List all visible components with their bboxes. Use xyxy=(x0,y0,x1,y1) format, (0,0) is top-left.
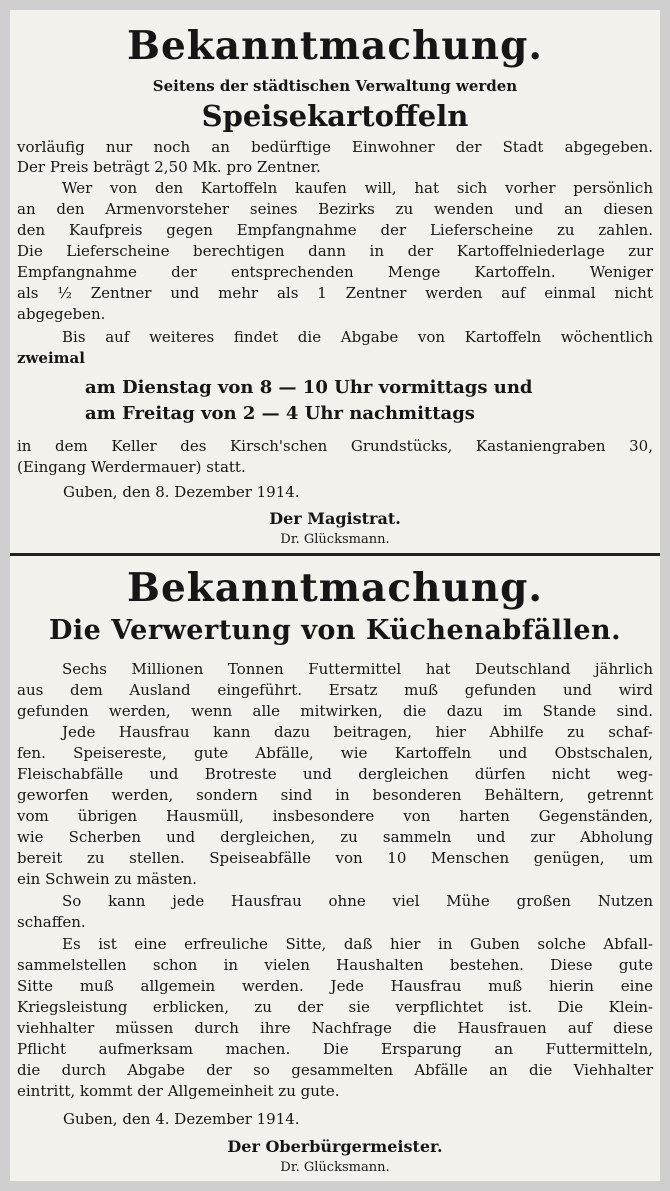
body-line: zweimal xyxy=(17,349,85,367)
body-line: bereit zu stellen. Speiseabfälle von 10 Menschen genügen, um xyxy=(17,849,653,867)
body-line: wie Scherben und dergleichen, zu sammeln und zur Abholung xyxy=(17,828,653,846)
body-line: den Kaufpreis gegen Empfangnahme der Lieferscheine zu zahlen. xyxy=(17,221,653,239)
body-line: Empfangnahme der entsprechenden Menge Kartoffeln. Weniger xyxy=(17,263,653,281)
notice-signer: Der Oberbürgermeister. xyxy=(227,1137,443,1156)
schedule-line: am Freitag von 2 — 4 Uhr nachmittags xyxy=(85,403,475,424)
divider-rule xyxy=(10,553,660,556)
notice-subject: Speisekartoffeln xyxy=(201,99,469,133)
body-line: (Eingang Werdermauer) statt. xyxy=(17,458,246,476)
body-line: Sitte muß allgemein werden. Jede Hausfrau muß hierin eine xyxy=(17,977,653,995)
notice-date: Guben, den 4. Dezember 1914. xyxy=(63,1110,300,1128)
notice-signer-name: Dr. Glücksmann. xyxy=(280,1160,390,1175)
notice-intro: Seitens der städtischen Verwaltung werden xyxy=(152,77,518,95)
body-line: vorläufig nur noch an bedürftige Einwohner der Stadt abgegeben. xyxy=(17,138,653,156)
body-line: Jede Hausfrau kann dazu beitragen, hier Abhilfe zu schaf- xyxy=(62,723,653,741)
body-line: geworfen werden, sondern sind in besonderen Behältern, getrennt xyxy=(17,786,653,804)
body-line: an den Armenvorsteher seines Bezirks zu wenden und an diesen xyxy=(17,200,653,218)
body-line: Der Preis beträgt 2,50 Mk. pro Zentner. xyxy=(17,158,321,176)
body-line: aus dem Ausland eingeführt. Ersatz muß gefunden und wird xyxy=(17,681,653,699)
notice-date: Guben, den 8. Dezember 1914. xyxy=(63,483,300,501)
body-line: Pflicht aufmerksam machen. Die Ersparung an Futtermitteln, xyxy=(17,1040,653,1058)
schedule-line: am Dienstag von 8 — 10 Uhr vormittags und xyxy=(85,377,533,398)
body-line: viehhalter müssen durch ihre Nachfrage die Hausfrauen auf diese xyxy=(17,1019,653,1037)
newspaper-clipping xyxy=(10,10,660,1181)
body-line: Es ist eine erfreuliche Sitte, daß hier in Guben solche Abfall- xyxy=(62,935,653,953)
body-line: als ½ Zentner und mehr als 1 Zentner werden auf einmal nicht xyxy=(17,284,653,302)
body-line: fen. Speisereste, gute Abfälle, wie Kartoffeln und Obstschalen, xyxy=(17,744,653,762)
body-line: Sechs Millionen Tonnen Futtermittel hat Deutschland jährlich xyxy=(62,660,653,678)
body-line: Bis auf weiteres findet die Abgabe von Kartoffeln wöchentlich xyxy=(62,328,653,346)
body-line: Die Lieferscheine berechtigen dann in der Kartoffelniederlage zur xyxy=(17,242,653,260)
body-line: abgegeben. xyxy=(17,305,106,323)
body-line: ein Schwein zu mästen. xyxy=(17,870,197,888)
body-line: sammelstellen schon in vielen Haushalten bestehen. Diese gute xyxy=(17,956,653,974)
notice-subtitle: Die Verwertung von Küchenabfällen. xyxy=(48,615,622,646)
body-line: gefunden werden, wenn alle mitwirken, die dazu im Stande sind. xyxy=(17,702,653,720)
notice-signer-name: Dr. Glücksmann. xyxy=(280,532,390,547)
body-line: So kann jede Hausfrau ohne viel Mühe großen Nutzen xyxy=(62,892,653,910)
body-line: Kriegsleistung erblicken, zu der sie verpflichtet ist. Die Klein- xyxy=(17,998,653,1016)
body-line: Wer von den Kartoffeln kaufen will, hat sich vorher persönlich xyxy=(62,179,653,197)
body-line: vom übrigen Hausmüll, insbesondere von harten Gegenständen, xyxy=(17,807,653,825)
body-line: Fleischabfälle und Brotreste und dergleichen dürfen nicht weg- xyxy=(17,765,653,783)
notice-signer: Der Magistrat. xyxy=(269,509,401,528)
body-line: schaffen. xyxy=(17,913,86,931)
body-line: eintritt, kommt der Allgemeinheit zu gute. xyxy=(17,1082,340,1100)
notice-heading: Bekanntmachung. xyxy=(127,565,543,611)
body-line: die durch Abgabe der so gesammelten Abfälle an die Viehhalter xyxy=(17,1061,653,1079)
body-line: in dem Keller des Kirsch'schen Grundstücks, Kastaniengraben 30, xyxy=(17,437,653,455)
notice-heading: Bekanntmachung. xyxy=(127,23,543,69)
